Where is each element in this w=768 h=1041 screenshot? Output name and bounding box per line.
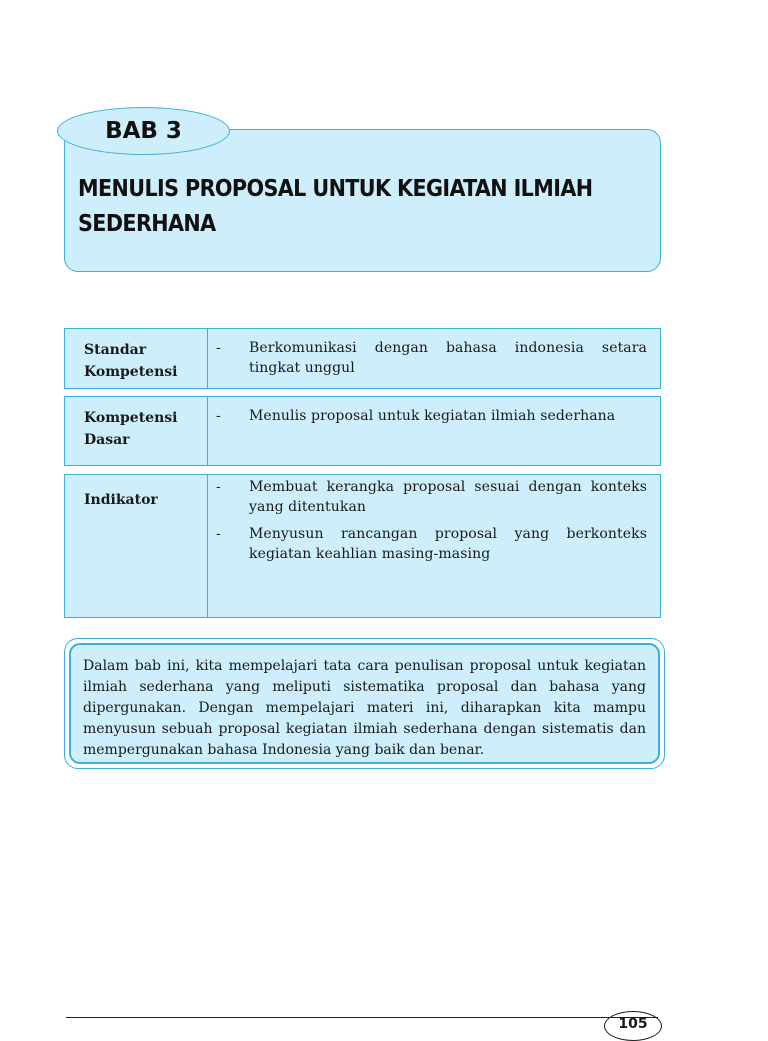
list-item xyxy=(208,406,647,426)
bullet-dash: - xyxy=(216,526,221,542)
footer-divider xyxy=(66,1017,658,1018)
row-label: Kompetensi Dasar xyxy=(65,397,208,465)
row-content xyxy=(208,397,660,465)
chapter-label: BAB 3 xyxy=(105,118,182,144)
table-row-kompetensi-dasar xyxy=(64,396,661,466)
list-item-text: Berkomunikasi dengan bahasa indonesia setara tingkat unggul xyxy=(249,340,647,376)
row-label: Indikator xyxy=(65,475,208,617)
list-item xyxy=(208,477,647,517)
bullet-dash: - xyxy=(216,479,221,495)
list-item-text: Menulis proposal untuk kegiatan ilmiah sederhana xyxy=(249,408,616,424)
bullet-dash: - xyxy=(216,408,221,424)
row-content xyxy=(208,329,660,388)
bullet-dash: - xyxy=(216,340,221,356)
list-item-text: Menyusun rancangan proposal yang berkonteks kegiatan keahlian masing-masing xyxy=(249,526,647,562)
chapter-title: MENULIS PROPOSAL UNTUK KEGIATAN ILMIAH SEDERHANA xyxy=(78,176,593,237)
page-number-badge xyxy=(604,1011,662,1041)
row-content xyxy=(208,475,660,617)
table-row-standar-kompetensi xyxy=(64,328,661,389)
list-item xyxy=(208,338,647,378)
row-label: Standar Kompetensi xyxy=(65,329,208,388)
chapter-label-badge xyxy=(57,107,230,155)
page-number: 105 xyxy=(618,1016,648,1032)
chapter-intro-box xyxy=(64,638,665,769)
list-item xyxy=(208,524,647,564)
chapter-intro-text: Dalam bab ini, kita mempelajari tata cara penulisan proposal untuk kegiatan ilmiah sederhana yang meliputi sistematika proposal dan bahasa yang dipergunakan. Dengan mempelajari materi ini, diharapkan kita mampu menyusun sebuah proposal kegiatan ilmiah sederhana dengan sistematis dan mempergunakan bahasa Indonesia yang baik dan benar. xyxy=(69,643,660,764)
list-item-text: Membuat kerangka proposal sesuai dengan konteks yang ditentukan xyxy=(249,479,647,515)
table-row-indikator xyxy=(64,474,661,618)
